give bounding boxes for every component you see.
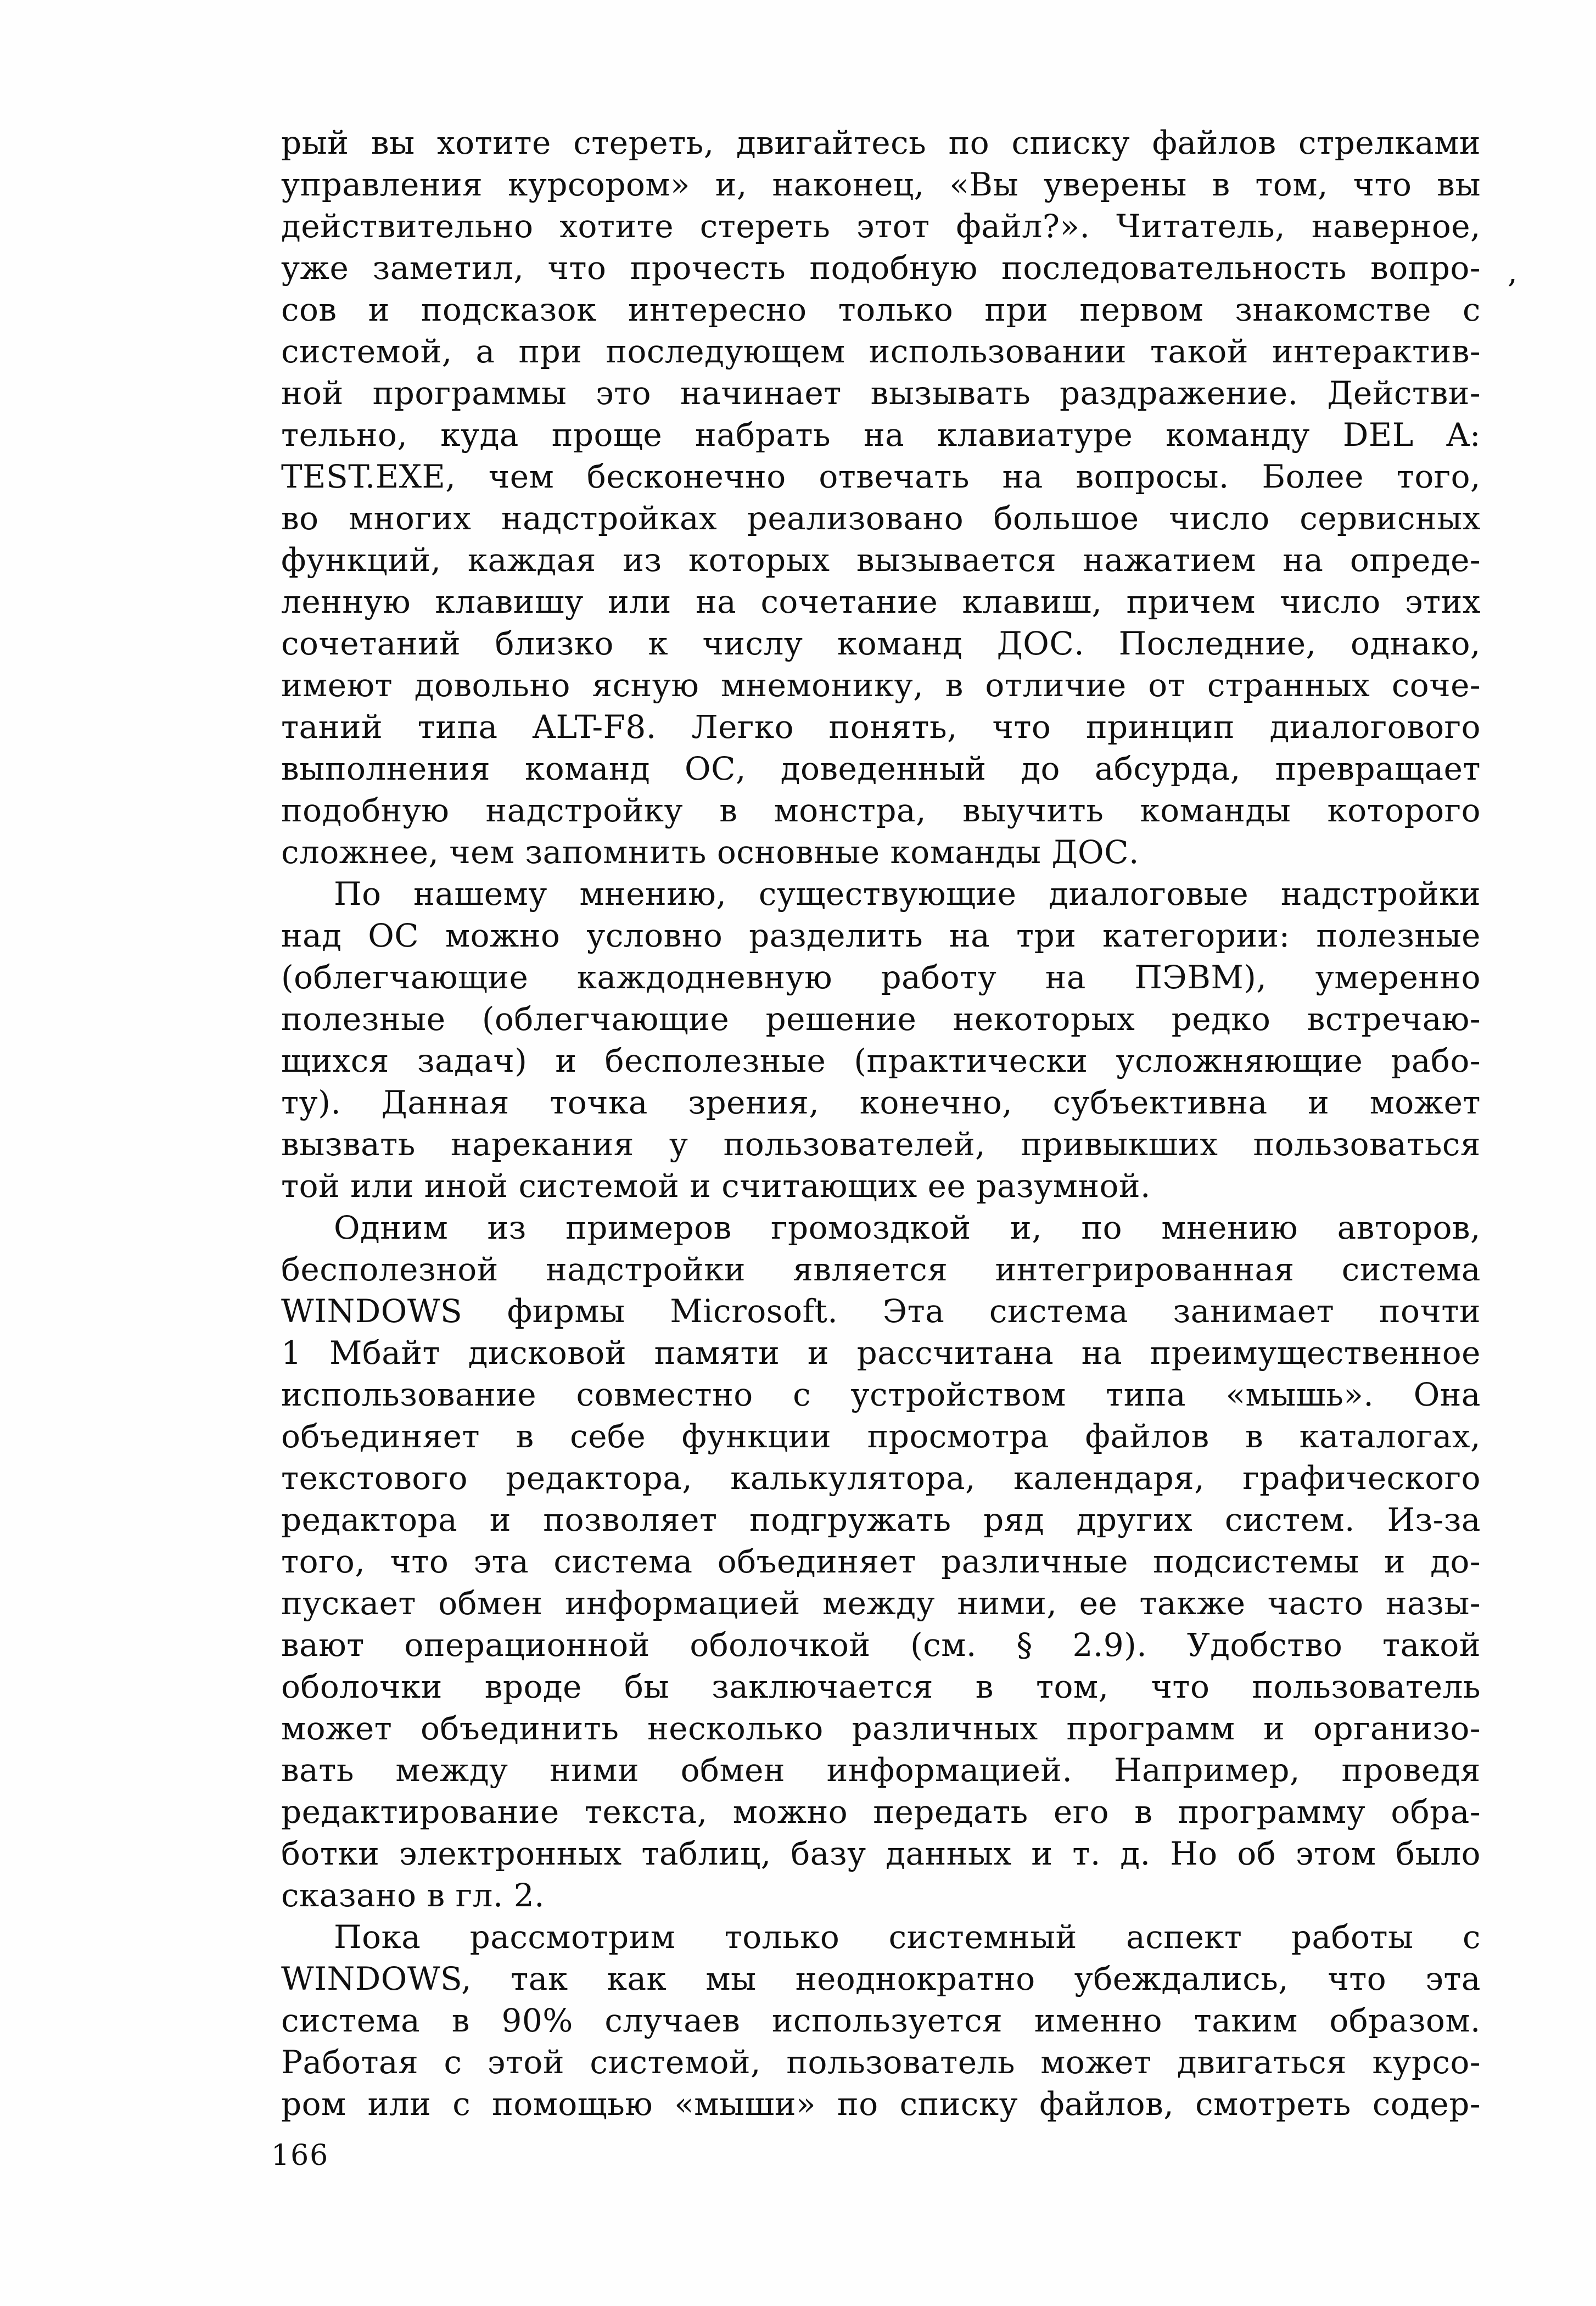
paragraph xyxy=(281,1207,1481,1916)
text-line: той или иной системой и считающих ее разумной. xyxy=(281,1167,1151,1205)
paragraph xyxy=(281,122,1481,873)
text-line: сов и подсказок интересно только при первом знакомстве с xyxy=(281,291,1481,328)
text-line: оболочки вроде бы заключается в том, что пользователь xyxy=(281,1668,1481,1705)
text-line: (облегчающие каждодневную работу на ПЭВМ), умеренно xyxy=(281,959,1481,996)
text-line: TEST.EXE, чем бесконечно отвечать на вопросы. Более того, xyxy=(281,458,1481,495)
text-line: вать между ними обмен информацией. Например, проведя xyxy=(281,1751,1481,1789)
text-line: вызвать нарекания у пользователей, привыкших пользоваться xyxy=(281,1126,1481,1163)
text-line: WINDOWS фирмы Microsoft. Эта система занимает почти xyxy=(281,1292,1481,1330)
text-line: Одним из примеров громоздкой и, по мнению авторов, xyxy=(334,1209,1481,1246)
text-line: вают операционной оболочкой (см. § 2.9). Удобство такой xyxy=(281,1626,1481,1664)
text-line: Работая с этой системой, пользователь может двигаться курсо- xyxy=(281,2044,1481,2081)
text-line: объединяет в себе функции просмотра файлов в каталогах, xyxy=(281,1418,1481,1455)
text-line: функций, каждая из которых вызывается нажатием на опреде- xyxy=(281,541,1481,579)
text-line: того, что эта система объединяет различные подсистемы и до- xyxy=(281,1543,1481,1580)
text-line: щихся задач) и бесполезные (практически усложняющие рабо- xyxy=(281,1042,1481,1079)
scan-artifact-mark: , xyxy=(1508,254,1517,290)
text-line: тельно, куда проще набрать на клавиатуре команду DEL A: xyxy=(281,416,1481,454)
text-line: сочетаний близко к числу команд ДОС. Последние, однако, xyxy=(281,625,1481,662)
text-line: ботки электронных таблиц, базу данных и т. д. Но об этом было xyxy=(281,1835,1481,1872)
text-line: ной программы это начинает вызывать раздражение. Действи- xyxy=(281,374,1481,412)
text-line: Пока рассмотрим только системный аспект работы с xyxy=(334,1918,1481,1956)
text-line: выполнения команд ОС, доведенный до абсурда, превращает xyxy=(281,750,1481,787)
paragraph xyxy=(281,1916,1481,2125)
text-line: над ОС можно условно разделить на три категории: полезные xyxy=(281,917,1481,954)
text-line: редактирование текста, можно передать его в программу обра- xyxy=(281,1793,1481,1831)
text-line: По нашему мнению, существующие диалоговые надстройки xyxy=(334,875,1481,913)
page-text xyxy=(281,122,1481,2125)
text-line: 1 Мбайт дисковой памяти и рассчитана на преимущественное xyxy=(281,1334,1481,1372)
text-line: может объединить несколько различных программ и организо- xyxy=(281,1710,1481,1747)
paragraph xyxy=(281,873,1481,1207)
text-line: ром или с помощью «мыши» по списку файлов, смотреть содер- xyxy=(281,2085,1481,2123)
text-line: подобную надстройку в монстра, выучить команды которого xyxy=(281,792,1481,829)
text-line: бесполезной надстройки является интегрированная система xyxy=(281,1251,1481,1288)
text-line: редактора и позволяет подгружать ряд других систем. Из-за xyxy=(281,1501,1481,1538)
text-line: использование совместно с устройством типа «мышь». Она xyxy=(281,1376,1481,1413)
text-line: уже заметил, что прочесть подобную последовательность вопро- xyxy=(281,249,1481,287)
text-line: система в 90% случаев используется именно таким образом. xyxy=(281,2002,1481,2039)
text-line: таний типа ALT-F8. Легко понять, что принцип диалогового xyxy=(281,708,1481,746)
text-line: текстового редактора, калькулятора, календаря, графического xyxy=(281,1459,1481,1497)
page-number: 166 xyxy=(271,2139,329,2172)
text-line: рый вы хотите стереть, двигайтесь по списку файлов стрелками xyxy=(281,124,1481,161)
text-line: WINDOWS, так как мы неоднократно убеждались, что эта xyxy=(281,1960,1481,1997)
text-line: сложнее, чем запомнить основные команды ДОС. xyxy=(281,833,1139,871)
text-line: во многих надстройках реализовано большое число сервисных xyxy=(281,500,1481,537)
text-line: ленную клавишу или на сочетание клавиш, причем число этих xyxy=(281,583,1481,620)
text-line: системой, а при последующем использовании такой интерактив- xyxy=(281,333,1481,370)
text-line: имеют довольно ясную мнемонику, в отличие от странных соче- xyxy=(281,667,1481,704)
text-line: управления курсором» и, наконец, «Вы уверены в том, что вы xyxy=(281,166,1481,203)
text-line: действительно хотите стереть этот файл?». Читатель, наверное, xyxy=(281,208,1481,245)
text-line: сказано в гл. 2. xyxy=(281,1877,545,1914)
text-line: пускает обмен информацией между ними, ее также часто назы- xyxy=(281,1585,1481,1622)
text-line: ту). Данная точка зрения, конечно, субъективна и может xyxy=(281,1084,1481,1121)
text-line: полезные (облегчающие решение некоторых редко встречаю- xyxy=(281,1000,1481,1038)
